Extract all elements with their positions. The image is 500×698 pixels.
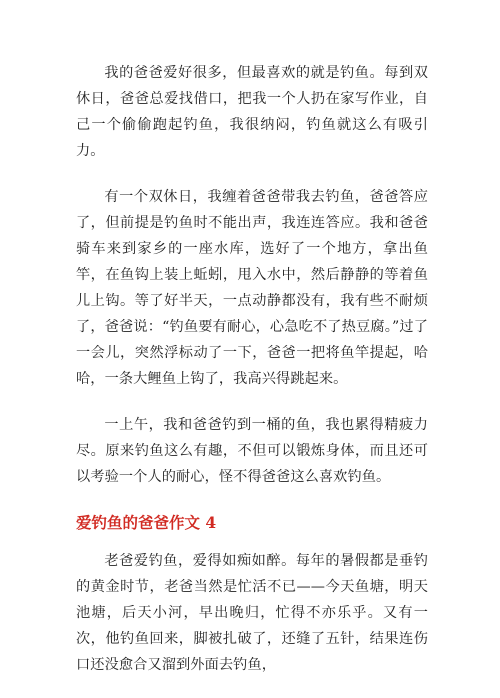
- paragraph-1: 我的爸爸爱好很多，但最喜欢的就是钓鱼。每到双休日，爸爸总爱找借口，把我一个人扔在家写作业，自己一个偷偷跑起钓鱼，我很纳闷，钓鱼就这么有吸引力。: [76, 65, 428, 159]
- section-heading: 爱钓鱼的爸爸作文 4: [76, 513, 217, 532]
- paragraph-2: 有一个双休日，我缠着爸爸带我去钓鱼，爸爸答应了，但前提是钓鱼时不能出声，我连连答应。我和爸爸骑车来到家乡的一座水库，选好了一个地方，拿出鱼竿，在鱼钩上装上蚯蚓，甩入水中，然后静静的等着鱼儿上钩。等了好半天，一点动静都没有，我有些不耐烦了，爸爸说：“钓鱼要有耐心，心急吃不了热豆腐。”过了一会儿，突然浮标动了一下，爸爸一把将鱼竿提起，哈哈，一条大鲤鱼上钩了，我高兴得跳起来。: [76, 189, 428, 387]
- paragraph-3: 一上午，我和爸爸钓到一桶的鱼，我也累得精疲力尽。原来钓鱼这么有趣，不但可以锻炼身体，而且还可以考验一个人的耐心，怪不得爸爸这么喜欢钓鱼。: [76, 417, 428, 485]
- section-paragraph-1: 老爸爱钓鱼，爱得如痴如醉。每年的暑假都是垂钓的黄金时节，老爸当然是忙活不已——今天鱼塘，明天池塘，后天小河，早出晚归，忙得不亦乐乎。又有一次，他钓鱼回来，脚被扎破了，还缝了五针，结果连伤口还没愈合又溜到外面去钓鱼，: [76, 553, 428, 673]
- article-body: [76, 60, 428, 698]
